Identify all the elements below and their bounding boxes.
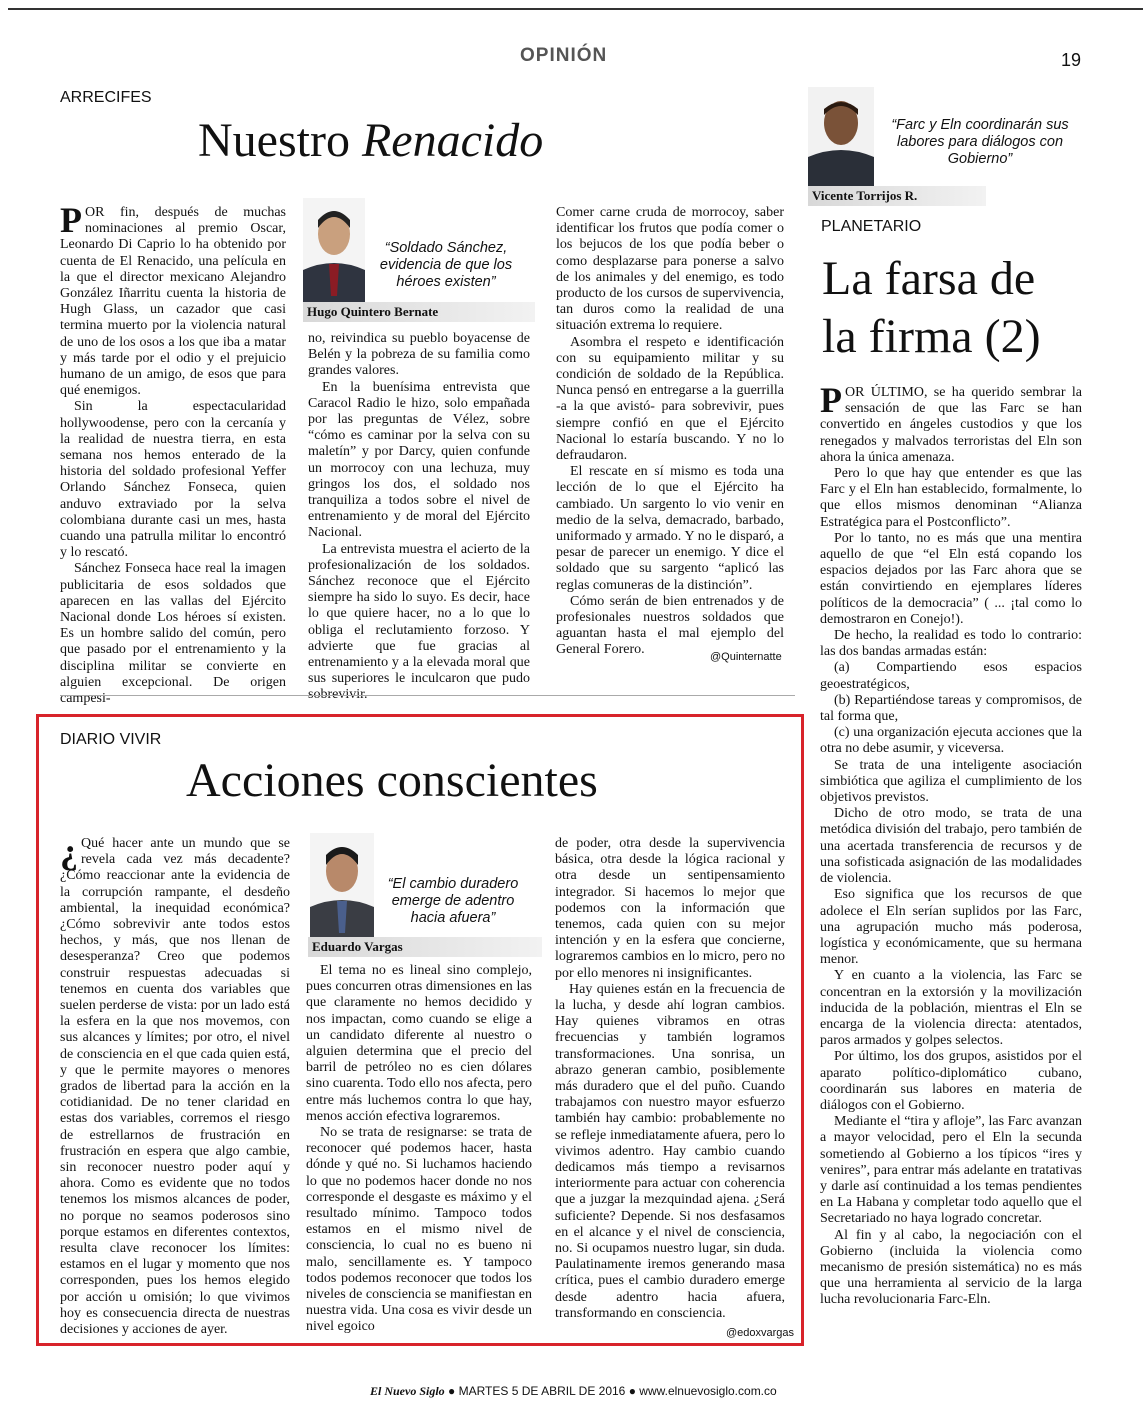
article2-byline: Eduardo Vargas [308,937,542,957]
top-rule [8,8,1143,10]
article2-dropcap: ¿ [60,831,78,871]
article3-paragraph: Mediante el “tira y afloje”, las Farc avanzan a mayor velocidad, pero el Eln la secunda sometiendo al Gobierno a los típicos “ires y venires”, para entrar más adelante en tratativas y darle así continuidad a los temas pendientes en La Habana y completar todo aquello que el Secretariado no haya logrado concretar. [820,1114,1082,1227]
article2-paragraph: Hay quienes están en la frecuencia de la lucha, y desde ahí logran cambios. Hay quienes vibramos en otras frecuencias y también logramos transformaciones. Una sonrisa, un abrazo generan cambio, posiblemente más duradero que el del puño. Cuando trabajamos con nuestro mayor esfuerzo también hay cambio: probablemente no se refleje inmediatamente afuera, pero lo vivimos adentro. Hay cambio cuando dedicamos más tiempo a revisarnos interiormente para actuar con coherencia que a juzgar la mezquindad ajena. ¿Será suficiente? Depende. Si nos desfasamos en el alcance y el nivel de consciencia, no. Si ocupamos nuestro lugar, sin duda. Paulatinamente iremos generando masa crítica, pues el cambio duradero emerge desde adentro hacia afuera, transformando en consciencia. [555,981,785,1321]
page-number: 19 [1061,50,1082,70]
article3-paragraph: Dicho de otro modo, se trata de una metódica división del trabajo, pero también de una acertada transferencia de recursos y de una sofisticada asignación de las modalidades de violencia. [820,806,1082,887]
article1-byline: Hugo Quintero Bernate [303,302,535,322]
article1-paragraph: En la buenísima entrevista que Caracol Radio le hizo, solo empañada por las preguntas de Vélez, sobre “cómo es caminar por la selva con su maletín” y por Darcy, quien confunde un morrocoy con una lechuza, muy gringos los dos, el soldado nos tranquiliza a todos sobre el nivel de entrenamiento y de moral del Ejército Nacional. [308,379,530,541]
article3-paragraph: Y en cuanto a la violencia, las Farc se concentran en la extorsión y la movilización inducida de la población, mientras el Eln se encarga de la violencia directa: atentados, paros armados y golpes selectos. [820,968,1082,1049]
article1-column-1 [60,200,286,707]
article3-paragraph: OR ÚLTIMO, se ha querido sembrar la sensación de que las Farc se han convertido en ángeles custodios y que los renegados y malvados terroristas del Eln son ahora la única amenaza. [820,385,1082,465]
article3-paragraph: Por último, los dos grupos, asistidos por el aparato político-diplomático cubano, coordinarán sus labores en materia de diálogos con el Gobierno. [820,1049,1082,1113]
article1-paragraph: Sin la espectacularidad hollywoodense, pero con la cercanía y la realidad de nuestra tierra, en esta semana nos hemos enterado de la historia del soldado profesional Yeffer Orlando Sánchez Fonseca, quien anduvo extraviado por la selva colombiana durante casi un mes, hasta cuando una patrulla militar lo encontró y lo rescató. [60,399,286,561]
article3-paragraph: (b) Repartiéndose tareas y compromisos, de tal forma que, [820,692,1082,725]
article2-paragraph: El tema no es lineal sino complejo, pues concurren otras dimensiones en las que claramente no hemos decidido y nos impactan, como cuando se elige a un candidato diferente al nuestro o alguien determina que el precio del barril de petróleo no es cien dólares sino cuarenta. Todo ello nos afecta, pero entre más luchemos contra lo que hay, menos acción efectiva lograremos. [306,963,532,1124]
article3-headline [822,250,1041,366]
article1-paragraph: Cómo serán de bien entrenados y de profesionales nuestros soldados que aguantan hasta el mal ejemplo del General Forero. [556,593,784,658]
article1-title-plain: Nuestro [198,114,362,167]
footer-masthead: El Nuevo Siglo [370,1384,445,1398]
footer-website[interactable]: www.elnuevosiglo.com.co [639,1384,777,1398]
article2-column-3 [555,836,785,1322]
footer-date: MARTES 5 DE ABRIL DE 2016 [458,1384,626,1398]
article1-paragraph: Sánchez Fonseca hace real la imagen publicitaria de esos soldados que aparecen en las vallas del Ejército Nacional donde Los héroes sí existen. Es un hombre salido del común, pero que pasado por el entrenamiento y la disciplina militar se convierte en alguien excepcional. De origen campesi- [60,561,286,707]
article2-headline: Acciones conscientes [186,754,598,807]
article1-headline [198,113,543,168]
article3-kicker: PLANETARIO [821,218,922,235]
article2-column-1 [60,831,290,1342]
author-photo-torrijos [808,87,874,187]
article2-handle[interactable]: @edoxvargas [726,1327,795,1339]
article1-paragraph: Asombra el respeto e identificación con su equipamiento militar y su condición de soldado de la República. Nunca pensó en entregarse a la guerrilla -a la que avistó- para sobrevivir, pues siempre confió en que el Ejército Nacional lo estaría buscando. Y no lo defraudaron. [556,334,784,464]
article2-kicker: DIARIO VIVIR [60,731,162,748]
article3-paragraph: Pero lo que hay que entender es que las Farc y el Eln han establecido, formalmente, lo que ellos mismos denominan “Alianza Estratégica para el Postconflicto”. [820,466,1082,530]
article3-paragraph: Eso significa que los recursos de que adolece el Eln serían suplidos por las Farc, una agrupación mucho más poderosa, logística y económicamente, que su hermana menor. [820,887,1082,968]
article1-pull-quote: “Soldado Sánchez, evidencia de que los héroes existen” [379,240,513,290]
article3-dropcap: P [820,380,842,420]
article2-paragraph: Qué hacer ante un mundo que se revela cada vez más decadente? ¿Cómo reaccionar ante la evidencia de la corrupción rampante, el desdeño ambiental, la inequidad económica? ¿Cómo sobrevivir ante todos estos hechos, y más, que nos llenan de desesperanza? Creo que podemos construir respuestas adecuadas si tenemos en cuenta dos variables que suelen perderse de vista: por un lado está la esfera en la que nos movemos, con sus alcances y límites; por otro, el nivel de consciencia en el que cada quien está, y que le permite mayores o menores grados de libertad para la acción en la cotidianidad. De no tener claridad en estas dos variables, corremos el riesgo de estrellarnos de frustración en frustración en espera que algo cambie, sin reconocer nuestro poder aquí y ahora. Como es evidente que no todos tenemos los mismos alcances de poder, no porque no seamos poderosos sino porque estamos en diferentes contextos, resulta clave reconocer los límites: estamos en el lugar y momento que nos corresponden, pues los hemos elegido por acción u omisión; lo que vivimos hoy es consecuencia directa de nuestras decisiones y acciones de ayer. [60,836,290,1338]
article3-paragraph: (c) una organización ejecuta acciones que la otra no debe asumir, y viceversa. [820,725,1082,757]
article1-paragraph: El rescate en sí mismo es toda una lección de lo que el Ejército ha cambiado. Un sargento lo vio venir en medio de la selva, demacrado, barbado, uniformado y armado. Y no le disparó, a pesar de parecer un enemigo. Y dice el soldado que su sargento “aplicó las reglas comuneras de la distinción”. [556,464,784,593]
article3-title-line: la firma (2) [822,310,1041,363]
article2-paragraph: de poder, otra desde la supervivencia básica, otra desde la lógica racional y otra desde un sentipensamiento integrador. Si hacemos lo mejor que podemos con la información que tenemos, cada quien con su mejor intención y en la esfera que concierne, lograremos cambios en lo micro, pero no por ello menores ni insignificantes. [555,836,785,981]
article3-title-line: La farsa de [822,252,1036,305]
article1-paragraph: La entrevista muestra el acierto de la profesionalización de los soldados. Sánchez reconoce que el Ejército siempre ha sido lo suyo. Es decir, hace lo que quiere hacer, no a lo que lo obliga el reclutamiento forzoso. Y advierte que fue gracias al entrenamiento y a la elevada moral que sus superiores le inculcaron que pudo sobrevivir. [308,541,530,703]
article3-byline: Vicente Torrijos R. [808,186,986,206]
author-photo-quintero [303,198,365,302]
article2-pull-quote: “El cambio duradero emerge de adentro hacia afuera” [387,876,519,926]
article3-paragraph: De hecho, la realidad es todo lo contrario: las dos bandas armadas están: [820,628,1082,660]
article3-pull-quote: “Farc y Eln coordinarán sus labores para diálogos con Gobierno” [891,117,1069,167]
article3-paragraph: Al fin y al cabo, la negociación con el Gobierno (incluida la violencia como mecanismo de presión sistemática) no es más que una herramienta al servicio de la larga lucha revolucionaria Farc-Eln. [820,1227,1082,1308]
article1-column-2 [308,331,530,703]
footer-bullet-icon: ● [448,1384,456,1398]
article2-column-2 [306,963,532,1341]
page-footer [370,1384,777,1399]
article1-paragraph: Comer carne cruda de morrocoy, saber identificar los frutos que podía comer o los bejucos de los que podía beber o como desplazarse para ponerse a salvo de los animales y del enemigo, es todo producto de los cursos de supervivencia, tan duros como la realidad de una situación extrema lo requiere. [556,205,784,334]
article3-paragraph: Por lo tanto, no es más que una mentira aquello de que “el Eln está copando los espacios dejados por las Farc ahora que se están convirtiendo en ejemplares líderes políticos de la democracia” ( ... ¡tal como lo demostraron en Conejo!). [820,530,1082,627]
article2-paragraph: No se trata de resignarse: se trata de reconocer qué podemos hacer, hasta dónde y qué no. Si luchamos haciendo lo que no podemos hacer donde no nos corresponde el desgaste es máximo y el resultado mínimo. Tampoco todos estamos en el mismo nivel de consciencia, lo cual no es bueno ni malo, sencillamente es. Y tampoco todos podemos reconocer que todos los niveles de consciencia se manifiestan en nuestra vida. Una cosa es vivir desde un nivel egoico [306,1125,532,1335]
article1-handle[interactable]: @Quinternatte [710,651,782,663]
article-divider [60,695,795,696]
article3-paragraph: Se trata de una inteligente asociación simbiótica que agiliza el cumplimiento de los objetivos previstos. [820,757,1082,806]
article1-paragraph: no, reivindica su pueblo boyacense de Belén y la pobreza de su familia como grandes valores. [308,331,530,379]
article1-title-italic: Renacido [361,114,544,167]
article1-kicker: ARRECIFES [60,89,152,106]
article1-paragraph: OR fin, después de muchas nominaciones al premio Oscar, Leonardo Di Caprio lo ha obtenido por cuenta de El Renacido, una película en la que el director mexicano Alejandro González Iñarritu cuenta la historia de Hugh Glass, un cazador que casi termina muerto por la violencia natural de uno de los osos a los que iba a matar y más tarde por el odio y el prejuicio humano de un amigo, de esos que para qué enemigos. [60,205,286,399]
section-name: OPINIÓN [520,45,608,66]
article1-dropcap: P [60,200,82,240]
article3-column [820,380,1082,1343]
footer-bullet-icon: ● [628,1384,636,1398]
article3-paragraph: (a) Compartiendo esos espacios geoestratégicos, [820,660,1082,692]
author-photo-vargas [310,833,374,937]
